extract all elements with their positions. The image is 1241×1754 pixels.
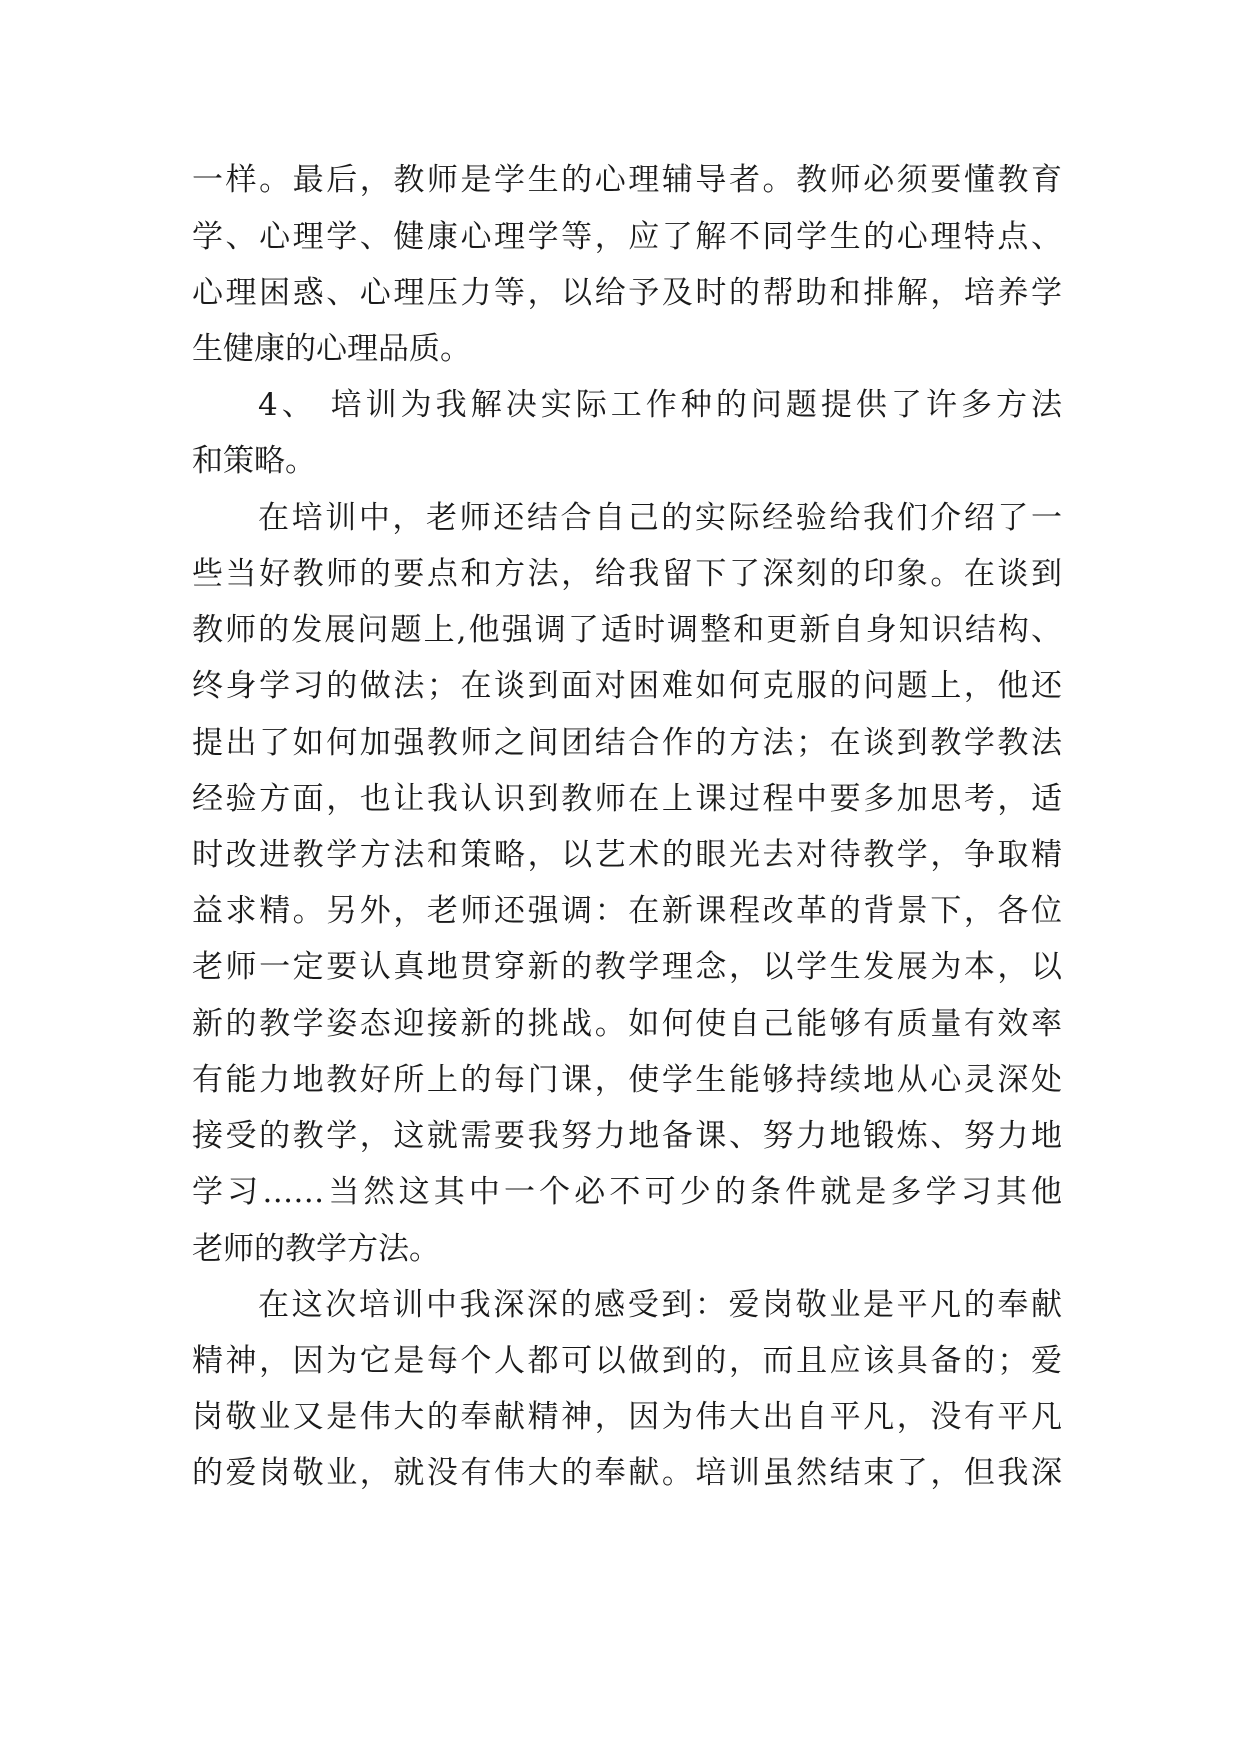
text-line: 学、心理学、健康心理学等，应了解不同学生的心理特点、 <box>192 219 1062 255</box>
text-line: 提出了如何加强教师之间团结合作的方法；在谈到教学教法 <box>192 725 1062 761</box>
text-line: 经验方面，也让我认识到教师在上课过程中要多加思考，适 <box>192 781 1062 817</box>
text-line: 时改进教学方法和策略，以艺术的眼光去对待教学，争取精 <box>192 837 1062 873</box>
text-line: 学习……当然这其中一个必不可少的条件就是多学习其他 <box>192 1174 1062 1210</box>
text-line: 益求精。另外，老师还强调：在新课程改革的背景下，各位 <box>192 893 1062 929</box>
text-line: 终身学习的做法；在谈到面对困难如何克服的问题上，他还 <box>192 668 1062 704</box>
text-line: 生健康的心理品质。 <box>192 331 471 367</box>
text-line: 精神，因为它是每个人都可以做到的，而且应该具备的；爱 <box>192 1343 1062 1379</box>
text-line: 4、 培训为我解决实际工作种的问题提供了许多方法 <box>258 387 1062 423</box>
text-line: 老师的教学方法。 <box>192 1231 440 1267</box>
text-line: 在这次培训中我深深的感受到：爱岗敬业是平凡的奉献 <box>258 1287 1062 1323</box>
text-line: 新的教学姿态迎接新的挑战。如何使自己能够有质量有效率 <box>192 1006 1062 1042</box>
text-line: 教师的发展问题上,他强调了适时调整和更新自身知识结构、 <box>192 612 1062 648</box>
text-line: 心理困惑、心理压力等，以给予及时的帮助和排解，培养学 <box>192 275 1062 311</box>
text-line: 接受的教学，这就需要我努力地备课、努力地锻炼、努力地 <box>192 1118 1062 1154</box>
text-line: 的爱岗敬业，就没有伟大的奉献。培训虽然结束了，但我深 <box>192 1455 1062 1491</box>
text-line: 在培训中，老师还结合自己的实际经验给我们介绍了一 <box>258 500 1062 536</box>
text-line: 和策略。 <box>192 443 316 479</box>
text-line: 些当好教师的要点和方法，给我留下了深刻的印象。在谈到 <box>192 556 1062 592</box>
text-line: 岗敬业又是伟大的奉献精神，因为伟大出自平凡，没有平凡 <box>192 1399 1062 1435</box>
text-line: 有能力地教好所上的每门课，使学生能够持续地从心灵深处 <box>192 1062 1062 1098</box>
text-line: 老师一定要认真地贯穿新的教学理念，以学生发展为本，以 <box>192 949 1062 985</box>
text-line: 一样。最后，教师是学生的心理辅导者。教师必须要懂教育 <box>192 162 1062 198</box>
